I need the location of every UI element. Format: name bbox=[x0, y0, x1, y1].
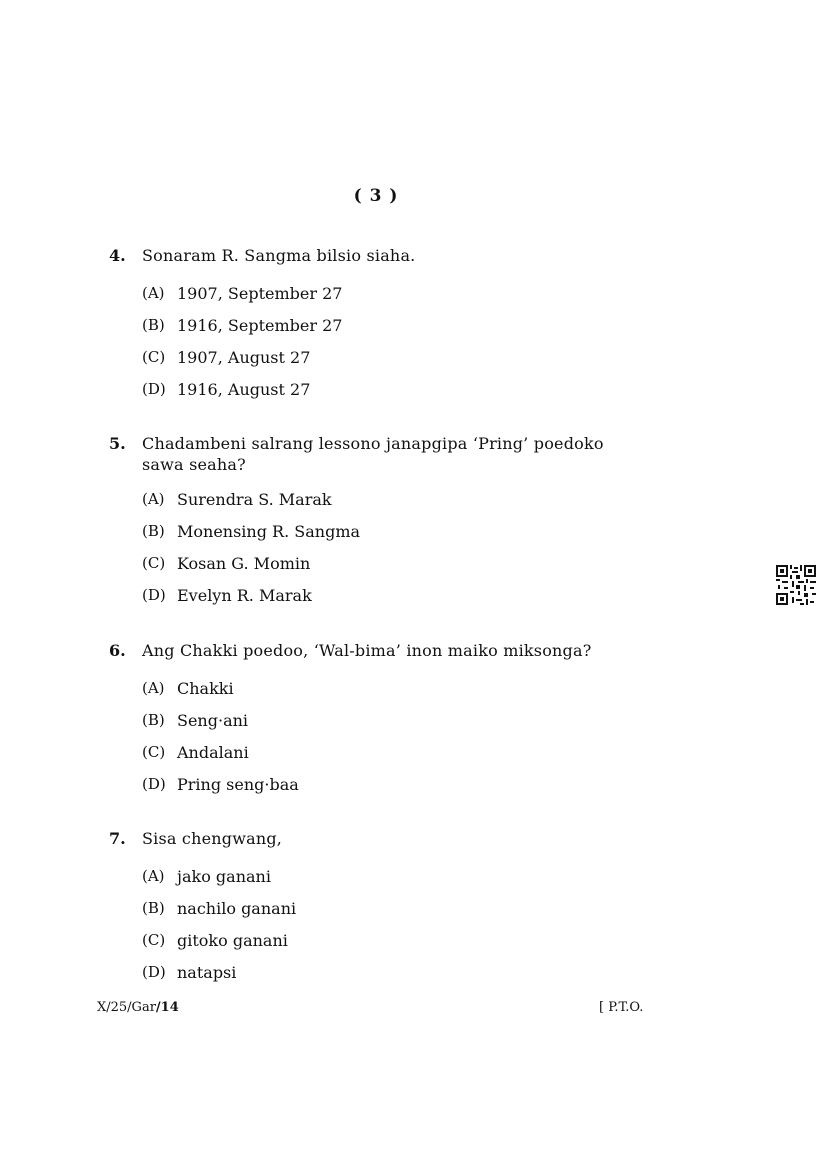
question-6 bbox=[109, 640, 629, 800]
option-c bbox=[142, 924, 629, 956]
question-text: Ang Chakki poedoo, ‘Wal-bima’ inon maiko miksonga? bbox=[142, 641, 592, 660]
option-text: Monensing R. Sangma bbox=[177, 521, 361, 541]
option-b bbox=[142, 515, 629, 547]
question-number: 5. bbox=[109, 434, 126, 453]
option-label: (B) bbox=[142, 899, 165, 917]
question-number: 7. bbox=[109, 829, 126, 848]
qr-code-icon bbox=[776, 565, 816, 605]
option-label: (C) bbox=[142, 348, 166, 366]
option-c bbox=[142, 341, 629, 373]
option-text: Chakki bbox=[177, 678, 234, 698]
option-a bbox=[142, 672, 629, 704]
option-b bbox=[142, 309, 629, 341]
option-label: (D) bbox=[142, 380, 166, 398]
option-text: 1907, September 27 bbox=[177, 283, 343, 303]
paper-code bbox=[97, 1000, 179, 1015]
option-label: (C) bbox=[142, 554, 166, 572]
option-text: Surendra S. Marak bbox=[177, 489, 332, 509]
option-c bbox=[142, 547, 629, 579]
option-a bbox=[142, 483, 629, 515]
question-text: Chadambeni salrang lessono janapgipa ‘Pring’ poedoko sawa seaha? bbox=[142, 434, 604, 474]
options-list bbox=[142, 860, 629, 988]
option-a bbox=[142, 860, 629, 892]
option-d bbox=[142, 579, 629, 611]
question-5 bbox=[109, 433, 629, 611]
options-list bbox=[142, 483, 629, 611]
option-d bbox=[142, 956, 629, 988]
option-label: (B) bbox=[142, 522, 165, 540]
option-text: Seng·ani bbox=[177, 710, 249, 730]
option-label: (C) bbox=[142, 743, 166, 761]
option-text: Pring seng·baa bbox=[177, 774, 299, 794]
option-text: gitoko ganani bbox=[177, 930, 288, 950]
pto-label: [ P.T.O. bbox=[599, 1000, 644, 1015]
option-label: (B) bbox=[142, 316, 165, 334]
option-text: 1916, September 27 bbox=[177, 315, 343, 335]
question-7 bbox=[109, 828, 629, 988]
option-text: Andalani bbox=[177, 742, 249, 762]
question-number: 6. bbox=[109, 641, 126, 660]
option-label: (A) bbox=[142, 490, 165, 508]
paper-code-prefix: X/25/Gar bbox=[97, 1000, 156, 1015]
options-list bbox=[142, 672, 629, 800]
option-b bbox=[142, 892, 629, 924]
option-label: (C) bbox=[142, 931, 166, 949]
question-4 bbox=[109, 245, 629, 405]
question-text: Sisa chengwang, bbox=[142, 829, 283, 848]
option-label: (D) bbox=[142, 963, 166, 981]
option-c bbox=[142, 736, 629, 768]
option-label: (B) bbox=[142, 711, 165, 729]
option-text: Evelyn R. Marak bbox=[177, 585, 312, 605]
options-list bbox=[142, 277, 629, 405]
option-d bbox=[142, 373, 629, 405]
option-text: Kosan G. Momin bbox=[177, 553, 311, 573]
option-text: 1907, August 27 bbox=[177, 347, 311, 367]
option-a bbox=[142, 277, 629, 309]
option-text: nachilo ganani bbox=[177, 898, 297, 918]
option-d bbox=[142, 768, 629, 800]
option-label: (D) bbox=[142, 775, 166, 793]
option-text: 1916, August 27 bbox=[177, 379, 311, 399]
option-label: (A) bbox=[142, 284, 165, 302]
question-text: Sonaram R. Sangma bilsio siaha. bbox=[142, 246, 416, 265]
option-label: (A) bbox=[142, 867, 165, 885]
option-b bbox=[142, 704, 629, 736]
option-label: (A) bbox=[142, 679, 165, 697]
option-label: (D) bbox=[142, 586, 166, 604]
page-number: ( 3 ) bbox=[353, 186, 399, 206]
option-text: jako ganani bbox=[177, 866, 271, 886]
option-text: natapsi bbox=[177, 962, 237, 982]
question-number: 4. bbox=[109, 246, 126, 265]
paper-code-suffix: /14 bbox=[155, 1000, 179, 1015]
